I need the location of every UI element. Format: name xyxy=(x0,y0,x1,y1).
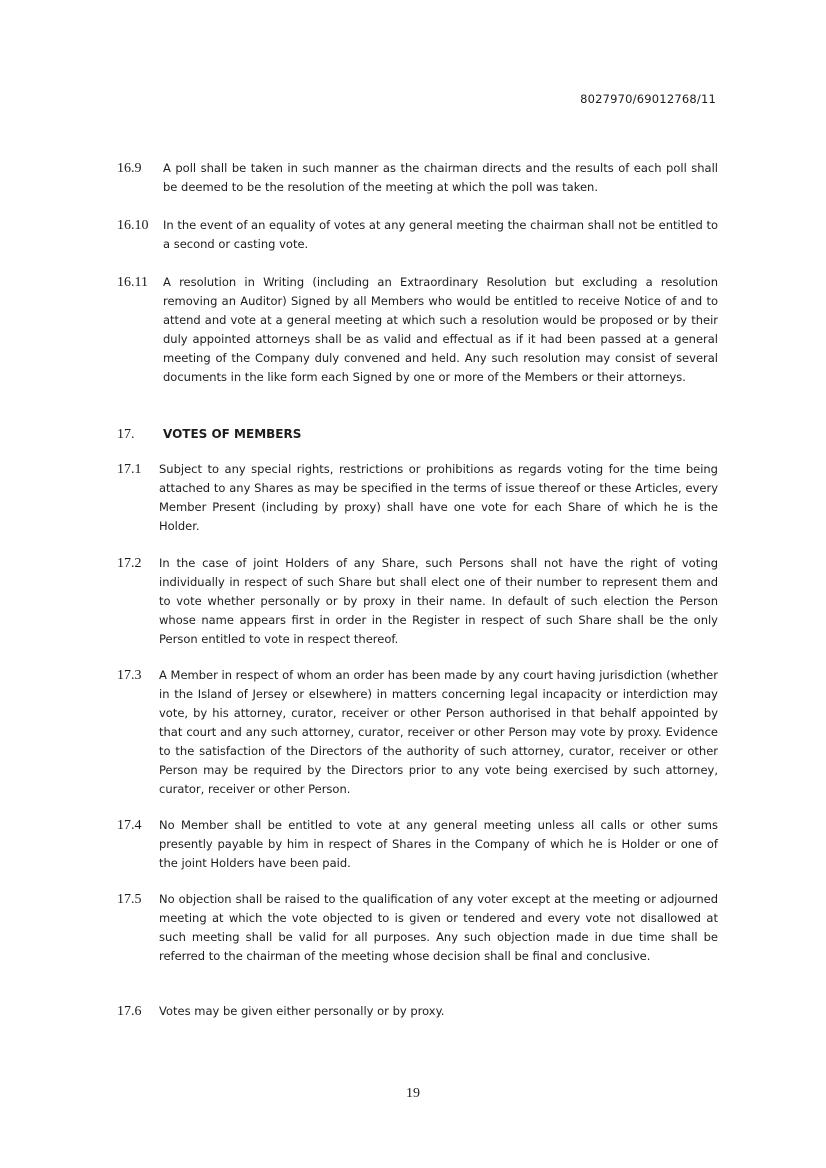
clause-number: 16.9 xyxy=(117,161,142,176)
clause-number: 17.1 xyxy=(117,462,142,477)
clause-number: 17.2 xyxy=(117,556,142,571)
clause-text: A Member in respect of whom an order has been made by any court having jurisdiction (whether in the Island of Jersey or elsewhere) in matters concerning legal incapacity or interdiction may vote, by his attorney, curator, receiver or other Person authorised in that behalf appointed by that court and any such attorney, curator, receiver or other Person may vote by proxy. Evidence to the satisfaction of the Directors of the authority of such attorney, curator, receiver or other Person may be required by the Directors prior to any vote being exercised by such attorney, curator, receiver or other Person. xyxy=(159,668,718,796)
clause-number: 16.10 xyxy=(117,218,149,233)
clause-text: Subject to any special rights, restrictions or prohibitions as regards voting for the time being attached to any Shares as may be specified in the terms of issue thereof or these Articles, every Member Present (including by proxy) shall have one vote for each Share of which he is the Holder. xyxy=(159,462,718,533)
clause-text: No Member shall be entitled to vote at any general meeting unless all calls or other sums presently payable by him in respect of Shares in the Company of which he is Holder or one of the joint Holders have been paid. xyxy=(159,818,718,870)
clause-number: 17.4 xyxy=(117,818,142,833)
clause-number: 17.3 xyxy=(117,668,142,683)
document-reference: 8027970/69012768/11 xyxy=(580,92,716,106)
clause-text: No objection shall be raised to the qualification of any voter except at the meeting or adjourned meeting at which the vote objected to is given or tendered and every vote not disallowed at such meeting shall be valid for all purposes. Any such objection made in due time shall be referred to the chairman of the meeting whose decision shall be final and conclusive. xyxy=(159,892,718,963)
page-number: 19 xyxy=(406,1086,420,1101)
section-title: VOTES OF MEMBERS xyxy=(163,427,302,441)
clause-number: 16.11 xyxy=(117,275,148,290)
clause-number: 17.5 xyxy=(117,892,142,907)
clause-text: Votes may be given either personally or by proxy. xyxy=(159,1004,445,1018)
clause-text: A poll shall be taken in such manner as the chairman directs and the results of each poll shall be deemed to be the resolution of the meeting at which the poll was taken. xyxy=(163,161,718,194)
clause-number: 17.6 xyxy=(117,1004,142,1019)
clause-text: In the event of an equality of votes at any general meeting the chairman shall not be entitled to a second or casting vote. xyxy=(163,218,718,251)
section-number: 17. xyxy=(117,427,135,442)
clause-text: In the case of joint Holders of any Share, such Persons shall not have the right of voting individually in respect of such Share but shall elect one of their number to represent them and to vote whether personally or by proxy in their name. In default of such election the Person whose name appears first in order in the Register in respect of such Share shall be the only Person entitled to vote in respect thereof. xyxy=(159,556,718,646)
clause-text: A resolution in Writing (including an Extraordinary Resolution but excluding a resolution removing an Auditor) Signed by all Members who would be entitled to receive Notice of and to attend and vote at a general meeting at which such a resolution would be proposed or by their duly appointed attorneys shall be as valid and effectual as if it had been passed at a general meeting of the Company duly convened and held. Any such resolution may consist of several documents in the like form each Signed by one or more of the Members or their attorneys. xyxy=(163,275,718,384)
